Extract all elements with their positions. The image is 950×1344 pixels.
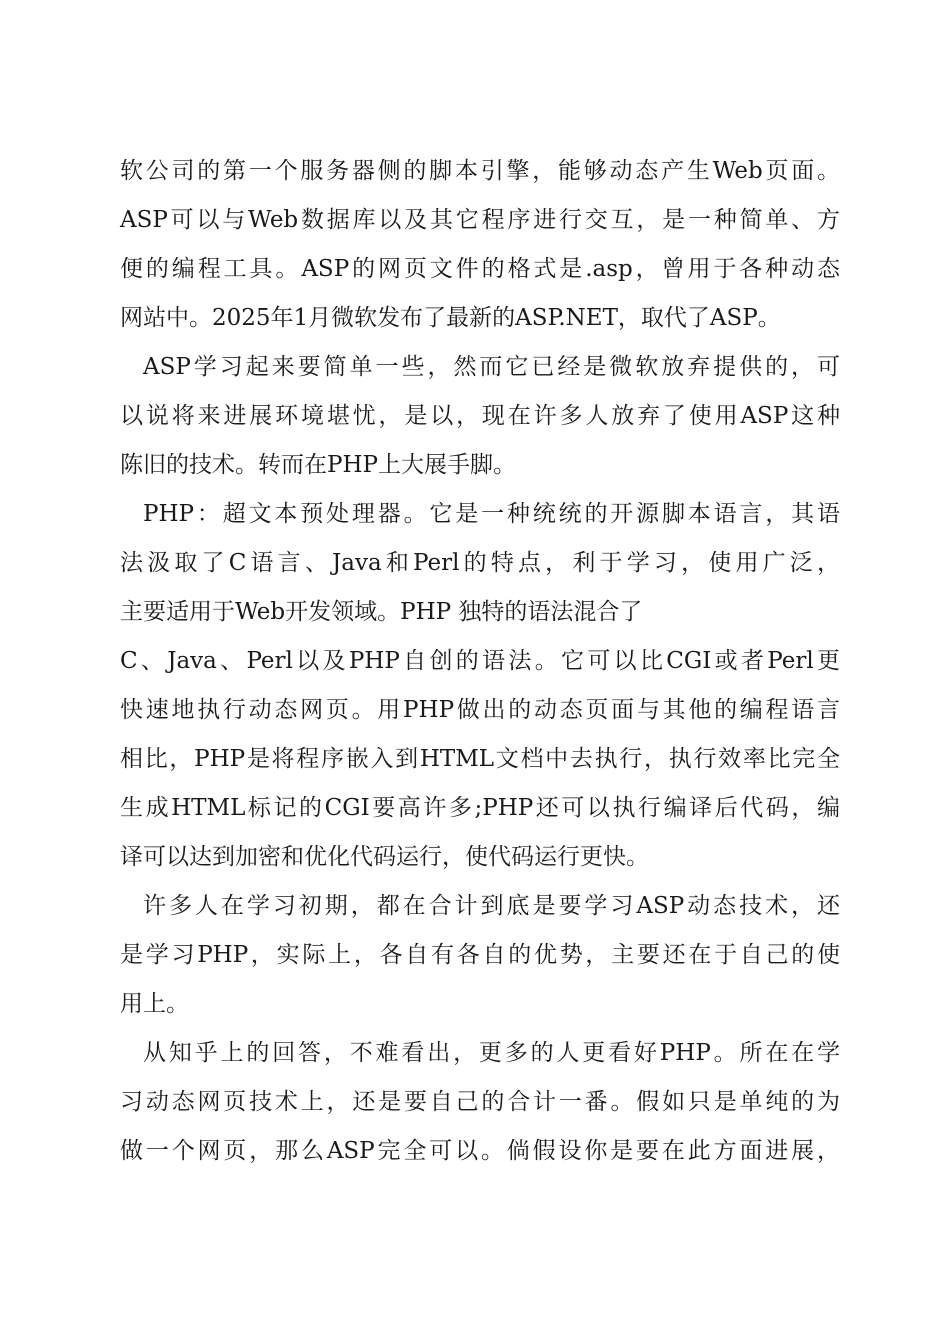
text-line: ASP学习起来要简单一些，然而它已经是微软放弃提供的，可 xyxy=(143,354,840,380)
text-line: 译可以达到加密和优化代码运行，使代码运行更快。 xyxy=(120,844,649,870)
text-line: 相比，PHP是将程序嵌入到HTML文档中去执行，执行效率比完全 xyxy=(120,746,840,772)
document-body xyxy=(120,147,840,1176)
text-line: 软公司的第一个服务器侧的脚本引擎，能够动态产生Web页面。 xyxy=(120,158,840,184)
text-line: 用上。 xyxy=(120,991,189,1017)
text-line: 生成HTML标记的CGI要高许多;PHP还可以执行编译后代码，编 xyxy=(120,795,840,821)
text-line: C、Java、Perl以及PHP自创的语法。它可以比CGI或者Perl更 xyxy=(120,648,840,674)
text-line: 网站中。2025年1月微软发布了最新的ASP.NET，取代了ASP。 xyxy=(120,305,781,331)
text-line: 陈旧的技术。转而在PHP上大展手脚。 xyxy=(120,452,517,478)
text-line: 以说将来进展环境堪忧，是以，现在许多人放弃了使用ASP这种 xyxy=(120,403,840,429)
text-line: 快速地执行动态网页。用PHP做出的动态页面与其他的编程语言 xyxy=(120,697,840,723)
text-line: 做一个网页，那么ASP完全可以。倘假设你是要在此方面进展， xyxy=(120,1138,840,1164)
text-line: 从知乎上的回答，不难看出，更多的人更看好PHP。所在在学 xyxy=(143,1040,840,1066)
text-line: PHP：超文本预处理器。它是一种统统的开源脚本语言，其语 xyxy=(143,501,840,527)
text-line: ASP可以与Web数据库以及其它程序进行交互，是一种简单、方 xyxy=(120,207,840,233)
text-line: 法汲取了C语言、Java和Perl的特点，利于学习，使用广泛， xyxy=(120,550,840,576)
text-line: 是学习PHP，实际上，各自有各自的优势，主要还在于自己的使 xyxy=(120,942,840,968)
text-line: 主要适用于Web开发领域。PHP 独特的语法混合了 xyxy=(120,599,643,625)
text-line: 习动态网页技术上，还是要自己的合计一番。假如只是单纯的为 xyxy=(120,1089,840,1115)
text-line: 许多人在学习初期，都在合计到底是要学习ASP动态技术，还 xyxy=(143,893,840,919)
text-line: 便的编程工具。ASP的网页文件的格式是.asp，曾用于各种动态 xyxy=(120,256,840,282)
